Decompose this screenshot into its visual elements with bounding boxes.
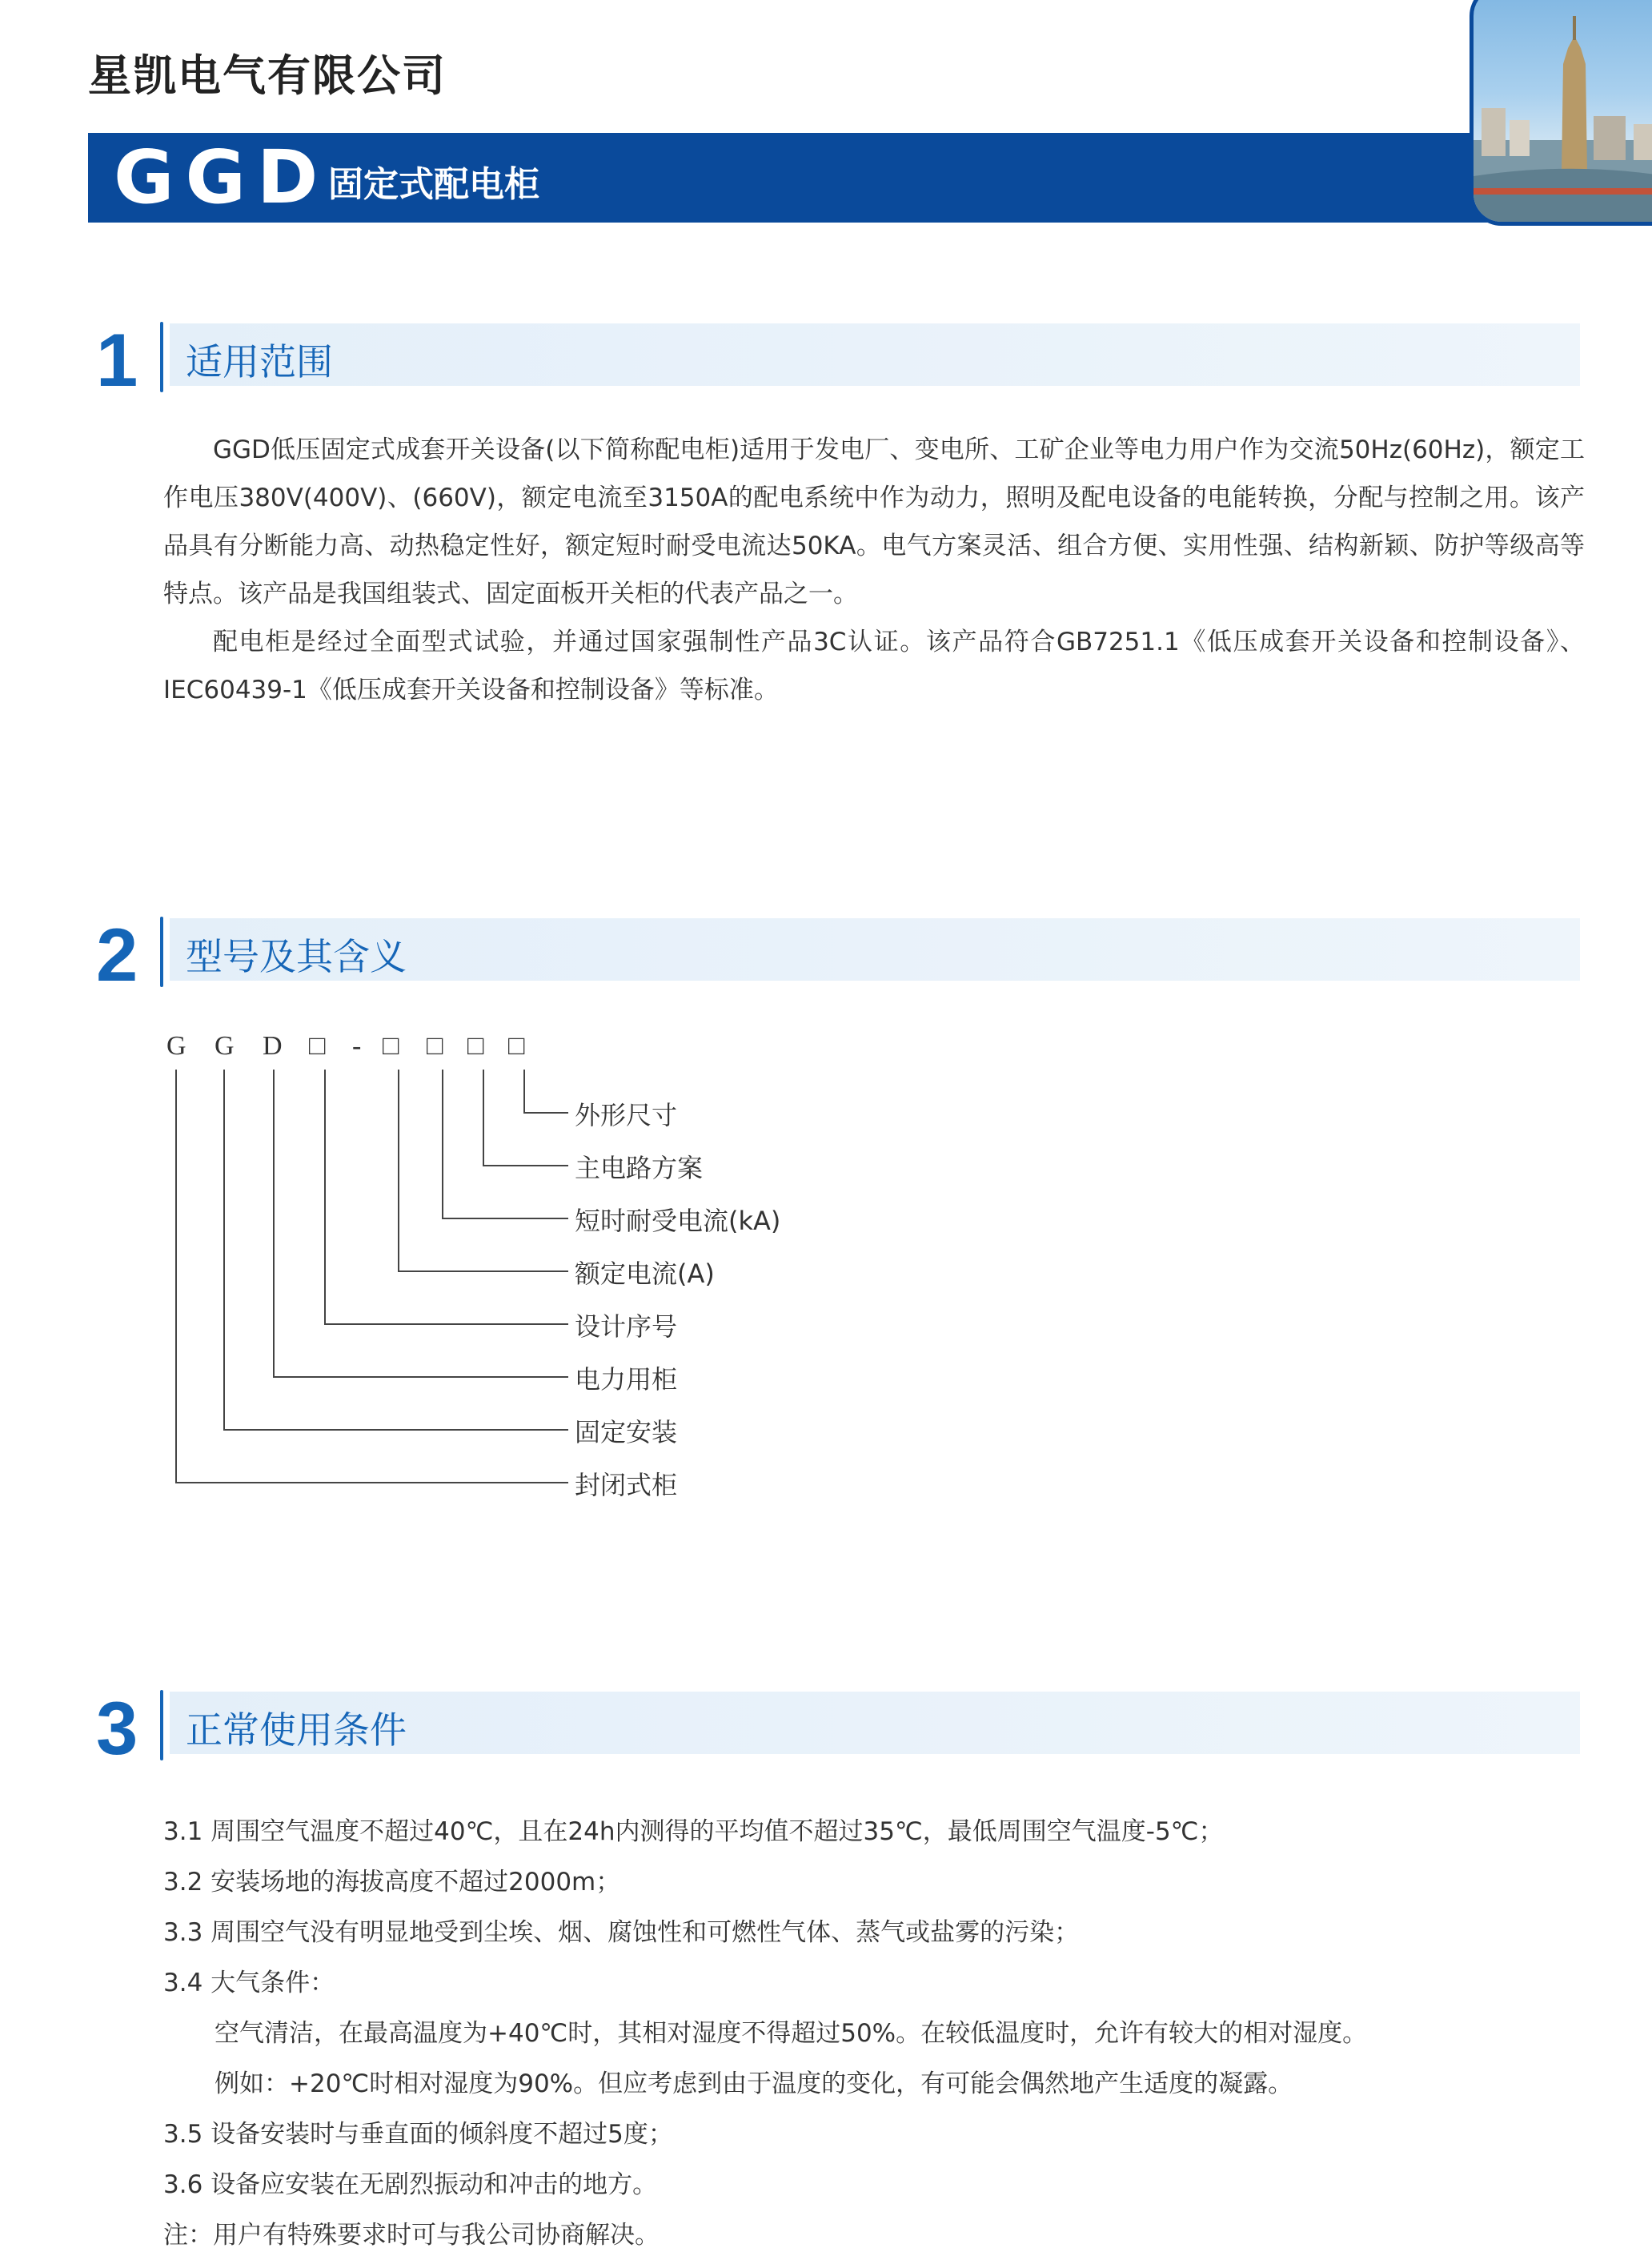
code-char-g2: G bbox=[215, 1031, 235, 1061]
section-number: 2 bbox=[96, 913, 138, 997]
condition-subtext: 空气清洁，在最高温度为+40℃时，其相对湿度不得超过50%。在较低温度时，允许有较大的相对湿度。 bbox=[215, 2019, 1368, 2048]
label-enclosed-cabinet: 封闭式柜 bbox=[575, 1470, 678, 1500]
scope-paragraph-2: 配电柜是经过全面型式试验，并通过国家强制性产品3C认证。该产品符合GB7251.1《低压成套开关设备和控制设备》、IEC60439-1《低压成套开关设备和控制设备》等标准。 bbox=[163, 628, 1585, 704]
code-char-g1: G bbox=[166, 1031, 186, 1061]
heading-divider bbox=[160, 322, 163, 392]
label-main-circuit: 主电路方案 bbox=[575, 1153, 704, 1183]
code-box-withstand: □ bbox=[427, 1031, 443, 1061]
heading-background bbox=[170, 323, 1580, 386]
section-1-heading bbox=[88, 318, 1580, 402]
condition-subtext: 例如：+20℃时相对湿度为90%。但应考虑到由于温度的变化，有可能会偶然地产生适度的凝露。 bbox=[215, 2069, 1293, 2098]
label-short-time-current: 短时耐受电流(kA) bbox=[575, 1206, 781, 1236]
label-power-cabinet: 电力用柜 bbox=[575, 1364, 678, 1395]
condition-item: 3.2 安装场地的海拔高度不超过2000m； bbox=[163, 1868, 621, 1897]
condition-item: 3.3 周围空气没有明显地受到尘埃、烟、腐蚀性和可燃性气体、蒸气或盐雾的污染； bbox=[163, 1918, 1080, 1947]
label-rated-current: 额定电流(A) bbox=[575, 1258, 715, 1289]
condition-item: 3.5 设备安装时与垂直面的倾斜度不超过5度； bbox=[163, 2120, 673, 2149]
code-box-design: □ bbox=[309, 1031, 326, 1061]
section-title: 适用范围 bbox=[186, 340, 333, 383]
product-title: 固定式配电柜 bbox=[328, 164, 539, 205]
code-char-d: D bbox=[263, 1031, 283, 1061]
label-design-serial: 设计序号 bbox=[575, 1311, 678, 1342]
section-number: 1 bbox=[96, 318, 138, 402]
diagram-leader-lines bbox=[160, 1026, 880, 1523]
model-code-diagram bbox=[160, 1026, 880, 1523]
heading-divider bbox=[160, 917, 163, 987]
section-number: 3 bbox=[96, 1686, 138, 1770]
heading-divider bbox=[160, 1690, 163, 1760]
code-box-scheme: □ bbox=[467, 1031, 484, 1061]
section-3-heading bbox=[88, 1686, 1580, 1770]
condition-item: 3.4 大气条件： bbox=[163, 1969, 335, 1997]
section-2-heading bbox=[88, 913, 1580, 997]
label-dimensions: 外形尺寸 bbox=[575, 1100, 678, 1130]
code-box-current: □ bbox=[383, 1031, 399, 1061]
section-title: 正常使用条件 bbox=[186, 1708, 407, 1752]
company-name: 星凯电气有限公司 bbox=[88, 50, 447, 101]
condition-item: 3.1 周围空气温度不超过40℃，且在24h内测得的平均值不超过35℃，最低周围空气温度-5℃； bbox=[163, 1817, 1224, 1846]
city-skyline-photo bbox=[1470, 0, 1652, 226]
section-title: 型号及其含义 bbox=[186, 935, 407, 978]
title-banner bbox=[88, 133, 1652, 223]
label-fixed-install: 固定安装 bbox=[575, 1417, 678, 1447]
scope-text bbox=[163, 426, 1585, 714]
scope-paragraph-1: GGD低压固定式成套开关设备(以下简称配电柜)适用于发电厂、变电所、工矿企业等电力用户作为交流50Hz(60Hz)，额定工作电压380V(400V)、(660V)，额定电流至3150A的配电系统中作为动力，照明及配电设备的电能转换，分配与控制之用。该产品具有分断能力高、动热稳定性好，额定短时耐受电流达50KA。电气方案灵活、组合方便、实用性强、结构新颖、防护等级高等特点。该产品是我国组装式、固定面板开关柜的代表产品之一。 bbox=[163, 436, 1585, 608]
product-code: GGD bbox=[114, 134, 330, 220]
code-box-size: □ bbox=[508, 1031, 525, 1061]
condition-note: 注：用户有特殊要求时可与我公司协商解决。 bbox=[163, 2221, 660, 2250]
condition-item: 3.6 设备应安装在无剧烈振动和冲击的地方。 bbox=[163, 2170, 658, 2199]
code-dash: - bbox=[352, 1031, 362, 1061]
